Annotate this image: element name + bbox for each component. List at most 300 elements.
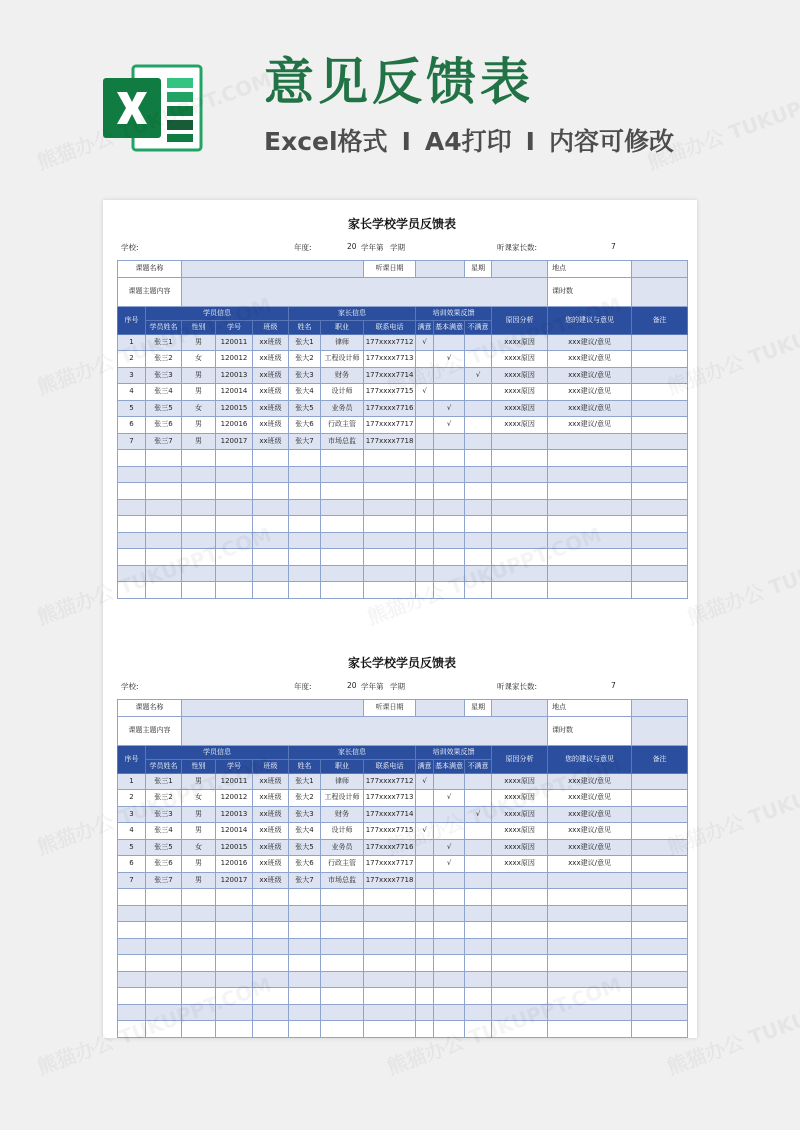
table-cell[interactable]	[632, 516, 688, 533]
table-cell[interactable]	[492, 889, 548, 906]
table-cell[interactable]	[321, 905, 364, 922]
table-cell[interactable]	[118, 922, 146, 939]
table-cell[interactable]: 行政主管	[321, 856, 364, 873]
table-cell[interactable]	[118, 516, 146, 533]
table-cell[interactable]	[289, 565, 321, 582]
table-cell[interactable]: 工程设计师	[321, 351, 364, 368]
table-cell[interactable]: xxx建议/意见	[548, 367, 632, 384]
table-cell[interactable]: xxx建议/意见	[548, 856, 632, 873]
table-cell[interactable]: 律师	[321, 334, 364, 351]
table-cell[interactable]: 177xxxx7715	[364, 823, 416, 840]
table-cell[interactable]: 张大4	[289, 384, 321, 401]
table-cell[interactable]	[182, 1021, 216, 1038]
table-cell[interactable]	[632, 417, 688, 434]
table-cell[interactable]	[182, 450, 216, 467]
table-cell[interactable]: 张三6	[146, 856, 182, 873]
table-cell[interactable]: 张三1	[146, 773, 182, 790]
table-cell[interactable]	[548, 433, 632, 450]
table-cell[interactable]	[434, 334, 465, 351]
table-cell[interactable]	[289, 466, 321, 483]
table-cell[interactable]	[364, 483, 416, 500]
table-cell[interactable]	[321, 1021, 364, 1038]
table-cell[interactable]	[253, 450, 289, 467]
table-cell[interactable]: xxxx原因	[492, 856, 548, 873]
table-cell[interactable]	[182, 532, 216, 549]
table-cell[interactable]: 120014	[216, 823, 253, 840]
table-cell[interactable]	[416, 955, 434, 972]
table-cell[interactable]	[465, 839, 492, 856]
table-cell[interactable]	[632, 889, 688, 906]
table-cell[interactable]: 工程设计师	[321, 790, 364, 807]
table-cell[interactable]	[416, 417, 434, 434]
table-cell[interactable]	[118, 988, 146, 1005]
table-cell[interactable]: 张大2	[289, 790, 321, 807]
table-cell[interactable]	[321, 1004, 364, 1021]
table-cell[interactable]: xxx建议/意见	[548, 351, 632, 368]
table-cell[interactable]	[632, 499, 688, 516]
table-cell[interactable]	[146, 516, 182, 533]
table-cell[interactable]	[492, 1004, 548, 1021]
table-cell[interactable]	[434, 532, 465, 549]
table-cell[interactable]	[253, 549, 289, 566]
table-cell[interactable]: 张大7	[289, 872, 321, 889]
table-cell[interactable]: √	[465, 806, 492, 823]
table-cell[interactable]: 女	[182, 839, 216, 856]
table-cell[interactable]	[434, 516, 465, 533]
table-cell[interactable]: 120017	[216, 433, 253, 450]
table-cell[interactable]	[632, 582, 688, 599]
table-cell[interactable]	[216, 905, 253, 922]
table-cell[interactable]	[216, 971, 253, 988]
table-cell[interactable]: 张三7	[146, 872, 182, 889]
table-cell[interactable]	[632, 466, 688, 483]
table-cell[interactable]: 设计师	[321, 823, 364, 840]
table-cell[interactable]: 男	[182, 384, 216, 401]
table-cell[interactable]: xx班级	[253, 367, 289, 384]
table-cell[interactable]	[216, 483, 253, 500]
table-cell[interactable]	[632, 1021, 688, 1038]
table-cell[interactable]	[434, 367, 465, 384]
table-cell[interactable]	[289, 955, 321, 972]
table-cell[interactable]	[289, 1004, 321, 1021]
table-cell[interactable]: xx班级	[253, 334, 289, 351]
table-cell[interactable]	[548, 516, 632, 533]
table-cell[interactable]	[492, 450, 548, 467]
table-cell[interactable]	[632, 1004, 688, 1021]
table-cell[interactable]: √	[434, 417, 465, 434]
table-cell[interactable]	[632, 905, 688, 922]
table-cell[interactable]	[118, 565, 146, 582]
table-cell[interactable]: √	[434, 400, 465, 417]
table-cell[interactable]	[632, 922, 688, 939]
table-cell[interactable]: 6	[118, 417, 146, 434]
table-cell[interactable]	[465, 773, 492, 790]
table-cell[interactable]: √	[416, 384, 434, 401]
weekday-value[interactable]	[492, 261, 548, 278]
table-cell[interactable]	[465, 988, 492, 1005]
table-cell[interactable]	[216, 922, 253, 939]
table-cell[interactable]	[465, 938, 492, 955]
table-cell[interactable]: 财务	[321, 367, 364, 384]
table-cell[interactable]	[118, 1021, 146, 1038]
table-cell[interactable]	[253, 988, 289, 1005]
table-cell[interactable]: xx班级	[253, 790, 289, 807]
table-cell[interactable]	[632, 400, 688, 417]
table-cell[interactable]	[289, 1021, 321, 1038]
table-cell[interactable]	[182, 889, 216, 906]
table-cell[interactable]	[492, 1021, 548, 1038]
table-cell[interactable]	[289, 905, 321, 922]
table-cell[interactable]	[492, 549, 548, 566]
table-cell[interactable]	[182, 516, 216, 533]
table-cell[interactable]: 3	[118, 367, 146, 384]
class-hours-value[interactable]	[632, 716, 688, 745]
table-cell[interactable]: 男	[182, 872, 216, 889]
table-cell[interactable]	[434, 988, 465, 1005]
table-cell[interactable]	[416, 466, 434, 483]
table-cell[interactable]: xxxx原因	[492, 351, 548, 368]
table-cell[interactable]	[548, 905, 632, 922]
table-cell[interactable]: 1	[118, 334, 146, 351]
table-cell[interactable]: 2	[118, 351, 146, 368]
table-cell[interactable]: xxx建议/意见	[548, 384, 632, 401]
table-cell[interactable]: 男	[182, 806, 216, 823]
table-cell[interactable]: 120011	[216, 773, 253, 790]
table-cell[interactable]	[216, 582, 253, 599]
table-cell[interactable]	[118, 955, 146, 972]
table-cell[interactable]: 120016	[216, 417, 253, 434]
table-cell[interactable]: xxx建议/意见	[548, 839, 632, 856]
table-cell[interactable]: 男	[182, 334, 216, 351]
lecture-date-value[interactable]	[416, 700, 465, 717]
table-cell[interactable]	[465, 499, 492, 516]
table-cell[interactable]	[146, 955, 182, 972]
table-cell[interactable]	[434, 823, 465, 840]
table-cell[interactable]	[434, 872, 465, 889]
table-cell[interactable]	[253, 516, 289, 533]
table-cell[interactable]	[416, 839, 434, 856]
table-cell[interactable]: 177xxxx7716	[364, 839, 416, 856]
table-cell[interactable]	[146, 499, 182, 516]
table-cell[interactable]	[548, 971, 632, 988]
table-cell[interactable]: 张大3	[289, 806, 321, 823]
table-cell[interactable]	[632, 483, 688, 500]
table-cell[interactable]	[146, 905, 182, 922]
table-cell[interactable]: xxx建议/意见	[548, 334, 632, 351]
table-cell[interactable]	[253, 532, 289, 549]
table-cell[interactable]	[465, 905, 492, 922]
table-cell[interactable]: 女	[182, 400, 216, 417]
table-cell[interactable]	[118, 499, 146, 516]
table-cell[interactable]: 177xxxx7716	[364, 400, 416, 417]
table-cell[interactable]	[416, 532, 434, 549]
topic-content-value[interactable]	[182, 277, 548, 306]
table-cell[interactable]: 张三4	[146, 823, 182, 840]
table-cell[interactable]	[548, 549, 632, 566]
table-cell[interactable]	[118, 971, 146, 988]
table-cell[interactable]: xx班级	[253, 872, 289, 889]
table-cell[interactable]	[364, 905, 416, 922]
topic-name-value[interactable]	[182, 261, 364, 278]
table-cell[interactable]	[492, 905, 548, 922]
table-cell[interactable]	[465, 483, 492, 500]
table-cell[interactable]	[434, 466, 465, 483]
table-cell[interactable]	[548, 889, 632, 906]
table-cell[interactable]	[492, 872, 548, 889]
table-cell[interactable]	[632, 384, 688, 401]
table-cell[interactable]	[465, 549, 492, 566]
table-cell[interactable]	[548, 1004, 632, 1021]
table-cell[interactable]	[253, 565, 289, 582]
table-cell[interactable]	[492, 483, 548, 500]
table-cell[interactable]	[416, 433, 434, 450]
table-cell[interactable]	[289, 971, 321, 988]
table-cell[interactable]	[632, 367, 688, 384]
table-cell[interactable]: 120012	[216, 351, 253, 368]
table-cell[interactable]: 120014	[216, 384, 253, 401]
table-cell[interactable]	[321, 450, 364, 467]
table-cell[interactable]: 177xxxx7714	[364, 367, 416, 384]
table-cell[interactable]	[416, 565, 434, 582]
table-cell[interactable]	[216, 988, 253, 1005]
table-cell[interactable]	[253, 499, 289, 516]
table-cell[interactable]	[465, 433, 492, 450]
table-cell[interactable]: 张大5	[289, 400, 321, 417]
table-cell[interactable]: 张大1	[289, 773, 321, 790]
table-cell[interactable]: √	[416, 334, 434, 351]
table-cell[interactable]	[182, 905, 216, 922]
table-cell[interactable]: 张三7	[146, 433, 182, 450]
table-cell[interactable]: 120011	[216, 334, 253, 351]
table-cell[interactable]	[492, 988, 548, 1005]
topic-name-value[interactable]	[182, 700, 364, 717]
table-cell[interactable]	[465, 351, 492, 368]
table-cell[interactable]: 120017	[216, 872, 253, 889]
table-cell[interactable]: xxx建议/意见	[548, 790, 632, 807]
table-cell[interactable]: √	[434, 790, 465, 807]
table-cell[interactable]	[364, 499, 416, 516]
table-cell[interactable]: xxxx原因	[492, 839, 548, 856]
table-cell[interactable]: 律师	[321, 773, 364, 790]
table-cell[interactable]	[118, 905, 146, 922]
table-cell[interactable]	[632, 872, 688, 889]
table-cell[interactable]	[146, 1021, 182, 1038]
table-cell[interactable]	[146, 938, 182, 955]
table-cell[interactable]: 张三1	[146, 334, 182, 351]
table-cell[interactable]: 5	[118, 839, 146, 856]
table-cell[interactable]	[416, 988, 434, 1005]
table-cell[interactable]	[434, 450, 465, 467]
table-cell[interactable]	[492, 499, 548, 516]
table-cell[interactable]	[289, 582, 321, 599]
table-cell[interactable]	[364, 565, 416, 582]
lecture-date-value[interactable]	[416, 261, 465, 278]
table-cell[interactable]	[492, 466, 548, 483]
table-cell[interactable]	[118, 466, 146, 483]
table-cell[interactable]: 120015	[216, 400, 253, 417]
table-cell[interactable]	[253, 483, 289, 500]
table-cell[interactable]	[548, 955, 632, 972]
table-cell[interactable]: 张大2	[289, 351, 321, 368]
table-cell[interactable]: 张大5	[289, 839, 321, 856]
table-cell[interactable]: 120013	[216, 806, 253, 823]
table-cell[interactable]	[548, 872, 632, 889]
table-cell[interactable]	[434, 922, 465, 939]
table-cell[interactable]	[364, 955, 416, 972]
table-cell[interactable]: 177xxxx7718	[364, 872, 416, 889]
table-cell[interactable]	[492, 938, 548, 955]
table-cell[interactable]	[548, 450, 632, 467]
table-cell[interactable]	[216, 516, 253, 533]
table-cell[interactable]	[434, 565, 465, 582]
table-cell[interactable]	[289, 922, 321, 939]
table-cell[interactable]	[465, 1021, 492, 1038]
table-cell[interactable]	[492, 433, 548, 450]
table-cell[interactable]	[492, 955, 548, 972]
table-cell[interactable]	[632, 334, 688, 351]
table-cell[interactable]	[465, 400, 492, 417]
table-cell[interactable]	[321, 516, 364, 533]
table-cell[interactable]	[416, 971, 434, 988]
table-cell[interactable]	[182, 922, 216, 939]
table-cell[interactable]	[548, 499, 632, 516]
table-cell[interactable]	[321, 889, 364, 906]
table-cell[interactable]: 业务员	[321, 400, 364, 417]
table-cell[interactable]	[364, 889, 416, 906]
table-cell[interactable]	[182, 499, 216, 516]
table-cell[interactable]	[364, 1021, 416, 1038]
table-cell[interactable]	[321, 922, 364, 939]
table-cell[interactable]: √	[434, 839, 465, 856]
table-cell[interactable]	[289, 516, 321, 533]
table-cell[interactable]: xxxx原因	[492, 384, 548, 401]
table-cell[interactable]	[416, 938, 434, 955]
table-cell[interactable]: xx班级	[253, 806, 289, 823]
table-cell[interactable]	[632, 988, 688, 1005]
table-cell[interactable]	[182, 582, 216, 599]
table-cell[interactable]	[465, 417, 492, 434]
table-cell[interactable]	[465, 790, 492, 807]
table-cell[interactable]	[289, 938, 321, 955]
table-cell[interactable]: xxx建议/意见	[548, 806, 632, 823]
table-cell[interactable]: 120012	[216, 790, 253, 807]
table-cell[interactable]: 女	[182, 351, 216, 368]
table-cell[interactable]	[465, 565, 492, 582]
table-cell[interactable]: xxxx原因	[492, 417, 548, 434]
table-cell[interactable]	[321, 549, 364, 566]
table-cell[interactable]: xxxx原因	[492, 806, 548, 823]
table-cell[interactable]	[364, 516, 416, 533]
table-cell[interactable]: xxx建议/意见	[548, 823, 632, 840]
topic-content-value[interactable]	[182, 716, 548, 745]
table-cell[interactable]	[434, 1004, 465, 1021]
table-cell[interactable]	[216, 955, 253, 972]
table-cell[interactable]: 张三3	[146, 806, 182, 823]
table-cell[interactable]	[465, 922, 492, 939]
table-cell[interactable]	[434, 384, 465, 401]
table-cell[interactable]	[416, 516, 434, 533]
table-cell[interactable]: xx班级	[253, 433, 289, 450]
table-cell[interactable]	[492, 971, 548, 988]
table-cell[interactable]: 7	[118, 433, 146, 450]
table-cell[interactable]	[146, 450, 182, 467]
table-cell[interactable]	[289, 532, 321, 549]
table-cell[interactable]: 张三4	[146, 384, 182, 401]
table-cell[interactable]: 张三5	[146, 400, 182, 417]
table-cell[interactable]: 张三6	[146, 417, 182, 434]
table-cell[interactable]: 男	[182, 417, 216, 434]
table-cell[interactable]	[548, 466, 632, 483]
table-cell[interactable]: 张三2	[146, 790, 182, 807]
table-cell[interactable]: √	[434, 856, 465, 873]
table-cell[interactable]	[364, 1004, 416, 1021]
table-cell[interactable]	[118, 450, 146, 467]
class-hours-value[interactable]	[632, 277, 688, 306]
table-cell[interactable]	[434, 971, 465, 988]
table-cell[interactable]	[364, 466, 416, 483]
table-cell[interactable]	[253, 889, 289, 906]
table-cell[interactable]: 男	[182, 856, 216, 873]
table-cell[interactable]	[492, 582, 548, 599]
table-cell[interactable]	[492, 532, 548, 549]
table-cell[interactable]	[416, 922, 434, 939]
table-cell[interactable]: 张大3	[289, 367, 321, 384]
table-cell[interactable]	[434, 905, 465, 922]
table-cell[interactable]: 177xxxx7717	[364, 417, 416, 434]
table-cell[interactable]: xxxx原因	[492, 400, 548, 417]
table-cell[interactable]	[434, 549, 465, 566]
table-cell[interactable]	[289, 483, 321, 500]
table-cell[interactable]	[632, 955, 688, 972]
table-cell[interactable]: xxxx原因	[492, 823, 548, 840]
table-cell[interactable]	[416, 549, 434, 566]
table-cell[interactable]: 市场总监	[321, 433, 364, 450]
table-cell[interactable]	[146, 988, 182, 1005]
table-cell[interactable]: 120015	[216, 839, 253, 856]
table-cell[interactable]	[548, 1021, 632, 1038]
table-cell[interactable]	[465, 823, 492, 840]
table-cell[interactable]	[182, 565, 216, 582]
table-cell[interactable]	[465, 532, 492, 549]
table-cell[interactable]: √	[416, 773, 434, 790]
table-cell[interactable]	[182, 483, 216, 500]
table-cell[interactable]	[321, 938, 364, 955]
table-cell[interactable]: 4	[118, 823, 146, 840]
table-cell[interactable]	[182, 1004, 216, 1021]
table-cell[interactable]	[146, 565, 182, 582]
table-cell[interactable]	[465, 466, 492, 483]
table-cell[interactable]	[289, 549, 321, 566]
table-cell[interactable]: 男	[182, 773, 216, 790]
location-value[interactable]	[632, 700, 688, 717]
table-cell[interactable]	[416, 499, 434, 516]
table-cell[interactable]	[289, 889, 321, 906]
table-cell[interactable]	[632, 532, 688, 549]
location-value[interactable]	[632, 261, 688, 278]
table-cell[interactable]	[146, 1004, 182, 1021]
table-cell[interactable]: 张三5	[146, 839, 182, 856]
table-cell[interactable]: 设计师	[321, 384, 364, 401]
table-cell[interactable]	[216, 499, 253, 516]
table-cell[interactable]	[434, 889, 465, 906]
table-cell[interactable]	[364, 532, 416, 549]
table-cell[interactable]	[632, 773, 688, 790]
table-cell[interactable]: 张大6	[289, 856, 321, 873]
table-cell[interactable]	[118, 483, 146, 500]
table-cell[interactable]	[416, 790, 434, 807]
table-cell[interactable]	[216, 450, 253, 467]
table-cell[interactable]	[632, 450, 688, 467]
